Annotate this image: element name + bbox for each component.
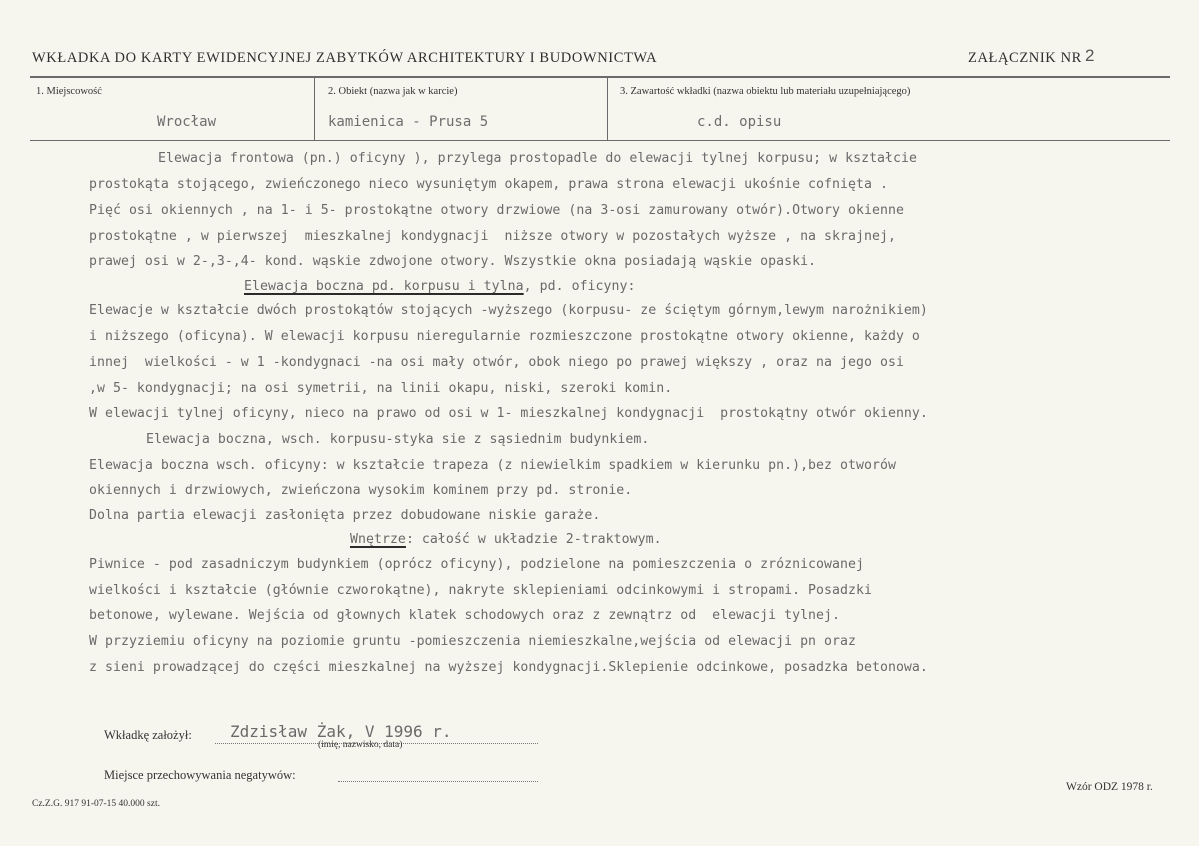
- created-by-value: Zdzisław Żak, V 1996 r.: [230, 722, 452, 741]
- subheading-interior-underlined: Wnętrze: [350, 532, 406, 547]
- body-line-13: Elewacja boczna wsch. oficyny: w kształcie trapeza (z niewielkim spadkiem w kierunku pn.),bez otworów: [89, 458, 896, 473]
- body-line-10: ,w 5- kondygnacji; na osi symetrii, na linii okapu, niski, szeroki komin.: [89, 381, 673, 396]
- attachment-number: 2: [1085, 46, 1095, 65]
- form-title: WKŁADKA DO KARTY EWIDENCYJNEJ ZABYTKÓW ARCHITEKTURY I BUDOWNICTWA: [32, 50, 658, 66]
- body-line-12: Elewacja boczna, wsch. korpusu-styka sie z sąsiednim budynkiem.: [146, 432, 650, 447]
- body-line-19: betonowe, wylewane. Wejścia od głownych klatek schodowych oraz z zewnątrz od elewacji tylnej.: [89, 608, 841, 623]
- contents-label: 3. Zawartość wkładki (nazwa obiektu lub materiału uzupełniającego): [620, 86, 911, 97]
- body-line-1: Elewacja frontowa (pn.) oficyny ), przylega prostopadle do elewacji tylnej korpusu; w kształcie: [158, 151, 918, 166]
- subheading-side-elevation-underlined: Elewacja boczna pd. korpusu i tylna: [244, 279, 524, 294]
- field-divider-1: [314, 77, 315, 140]
- fields-rule: [30, 140, 1170, 141]
- object-label: 2. Obiekt (nazwa jak w karcie): [328, 86, 458, 97]
- contents-value: c.d. opisu: [697, 114, 782, 130]
- body-line-7: Elewacje w kształcie dwóch prostokątów stojących -wyższego (korpusu- ze ściętym górnym,lewym narożnikiem): [89, 303, 928, 318]
- created-by-hint: (imię, nazwisko, data): [318, 740, 403, 750]
- negatives-dotted-line: [338, 781, 538, 782]
- body-line-4: prostokątne , w pierwszej mieszkalnej kondygnacji niższe otwory w pozostałych wyższe , na skrajnej,: [89, 229, 896, 244]
- body-line-17: Piwnice - pod zasadniczym budynkiem (oprócz oficyny), podzielone na pomieszczenia o zróznicowanej: [89, 557, 864, 572]
- body-line-20: W przyziemiu oficyny na poziomie gruntu -pomieszczenia niemieszkalne,wejścia od elewacji pn oraz: [89, 634, 856, 649]
- object-value: kamienica - Prusa 5: [328, 114, 489, 130]
- body-line-18: wielkości i kształcie (głównie czworokątne), nakryte sklepieniami odcinkowymi i stropami. Posadzki: [89, 583, 872, 598]
- body-line-9: innej wielkości - w 1 -kondygnaci -na osi mały otwór, obok niego po prawej większy , oraz na jego osi: [89, 355, 904, 370]
- body-line-5: prawej osi w 2-,3-,4- kond. wąskie zdwojone otwory. Wszystkie okna posiadają wąskie opaski.: [89, 254, 817, 269]
- form-model: Wzór ODZ 1978 r.: [1066, 781, 1153, 793]
- field-divider-2: [607, 77, 608, 140]
- subheading-side-elevation: [89, 279, 636, 294]
- body-line-2: prostokąta stojącego, zwieńczonego nieco wysuniętym okapem, prawa strona elewacji ukośnie cofnięta .: [89, 177, 888, 192]
- subheading-interior-rest: : całość w układzie 2-traktowym.: [405, 532, 662, 547]
- body-line-21: z sieni prowadzącej do części mieszkalnej na wyższej kondygnacji.Sklepienie odcinkowe, posadzka betonowa.: [89, 660, 928, 675]
- locality-label: 1. Miejscowość: [36, 86, 102, 97]
- created-by-label: Wkładkę założył:: [104, 728, 192, 742]
- negatives-label: Miejsce przechowywania negatywów:: [104, 768, 296, 782]
- body-line-14: okiennych i drzwiowych, zwieńczona wysokim kominem przy pd. stronie.: [89, 483, 633, 498]
- body-line-3: Pięć osi okiennych , na 1- i 5- prostokątne otwory drzwiowe (na 3-osi zamurowany otwór).Otwory okienne: [89, 203, 904, 218]
- subheading-interior: [350, 532, 662, 547]
- attachment-label: ZAŁĄCZNIK NR: [968, 50, 1082, 66]
- body-line-11: W elewacji tylnej oficyny, nieco na prawo od osi w 1- mieszkalnej kondygnacji prostokątny otwór okienny.: [89, 406, 928, 421]
- subheading-side-elevation-rest: , pd. oficyny:: [523, 279, 636, 294]
- body-line-15: Dolna partia elewacji zasłonięta przez dobudowane niskie garaże.: [89, 508, 601, 523]
- body-line-8: i niższego (oficyna). W elewacji korpusu nieregularnie rozmieszczone prostokątne otwory okienne, każdy o: [89, 329, 920, 344]
- header-rule: [30, 76, 1170, 78]
- locality-value: Wrocław: [157, 114, 217, 130]
- print-code: Cz.Z.G. 917 91-07-15 40.000 szt.: [32, 799, 160, 809]
